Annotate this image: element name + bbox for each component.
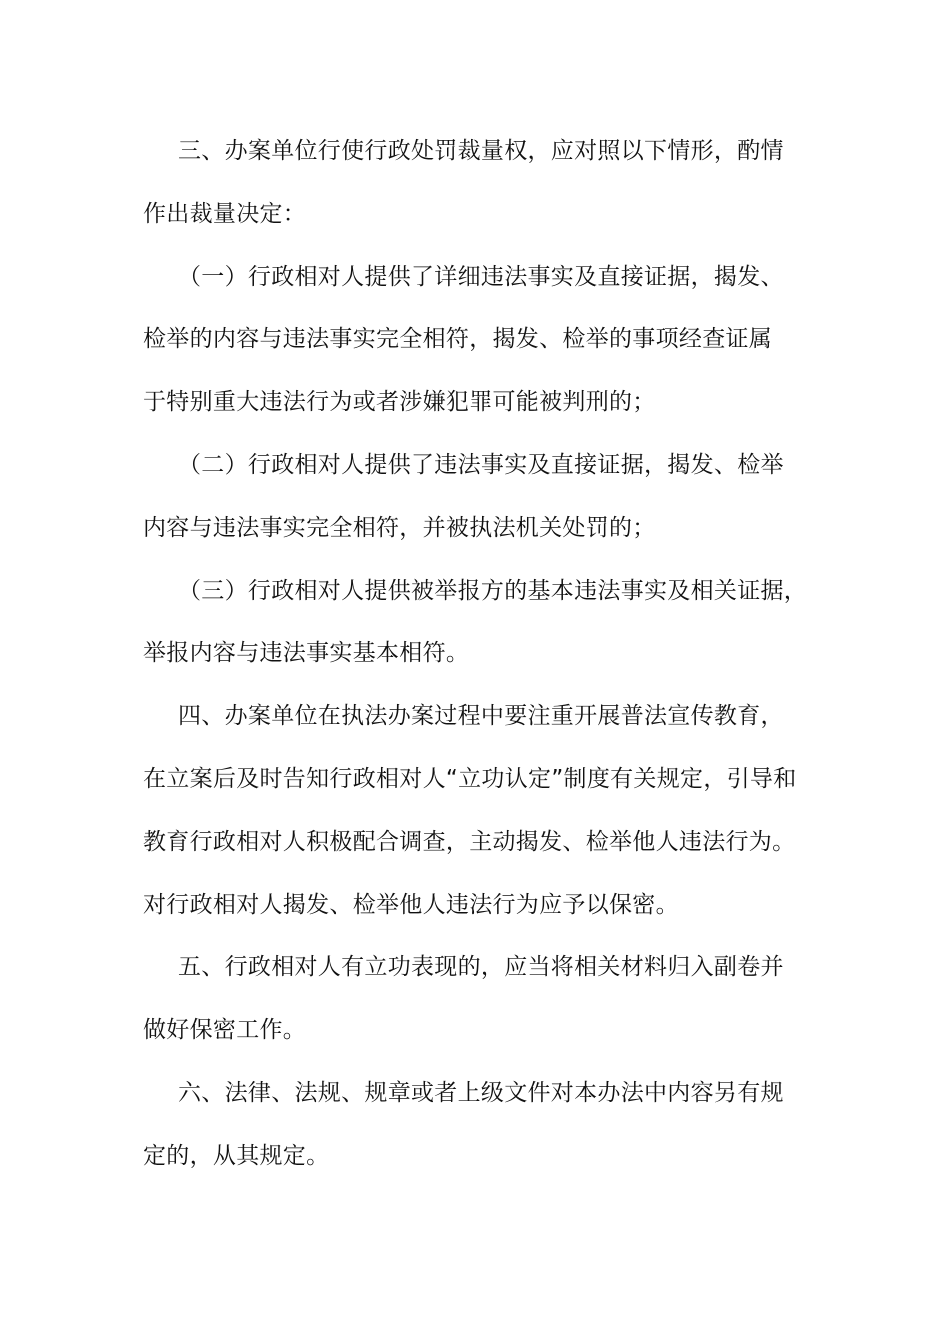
paragraph-article-5	[143, 936, 823, 1062]
paragraph-line: 教育行政相对人积极配合调查，主动揭发、检举他人违法行为。	[143, 828, 796, 855]
paragraph-line: （三）行政相对人提供被举报方的基本违法事实及相关证据，	[178, 577, 808, 604]
paragraph-line: （二）行政相对人提供了违法事实及直接证据，揭发、检举	[178, 451, 784, 478]
paragraph-line: 于特别重大违法行为或者涉嫌犯罪可能被判刑的；	[143, 389, 656, 416]
paragraph-article-3-item-1	[143, 246, 823, 434]
paragraph-line: 定的，从其规定。	[143, 1142, 330, 1169]
paragraph-line: 五、行政相对人有立功表现的，应当将相关材料归入副卷并	[178, 954, 784, 981]
paragraph-line: 对行政相对人揭发、检举他人违法行为应予以保密。	[143, 891, 679, 918]
paragraph-article-4	[143, 685, 823, 936]
paragraph-line: 检举的内容与违法事实完全相符，揭发、检举的事项经查证属	[143, 326, 773, 353]
paragraph-article-3-item-3	[143, 560, 823, 686]
paragraph-line: 三、办案单位行使行政处罚裁量权，应对照以下情形，酌情	[178, 138, 784, 164]
paragraph-line: （一）行政相对人提供了详细违法事实及直接证据，揭发、	[178, 263, 784, 290]
paragraph-line: 作出裁量决定：	[143, 200, 307, 227]
paragraph-article-3	[143, 120, 823, 246]
paragraph-line: 六、法律、法规、规章或者上级文件对本办法中内容另有规	[178, 1079, 784, 1106]
paragraph-line: 做好保密工作。	[143, 1017, 307, 1044]
document-body	[143, 120, 823, 1188]
paragraph-line: 在立案后及时告知行政相对人“立功认定”制度有关规定，引导和	[143, 765, 797, 792]
paragraph-article-6	[143, 1062, 823, 1188]
paragraph-line: 举报内容与违法事实基本相符。	[143, 640, 470, 667]
paragraph-article-3-item-2	[143, 434, 823, 560]
paragraph-line: 四、办案单位在执法办案过程中要注重开展普法宣传教育，	[178, 703, 784, 730]
paragraph-line: 内容与违法事实完全相符，并被执法机关处罚的；	[143, 514, 656, 541]
